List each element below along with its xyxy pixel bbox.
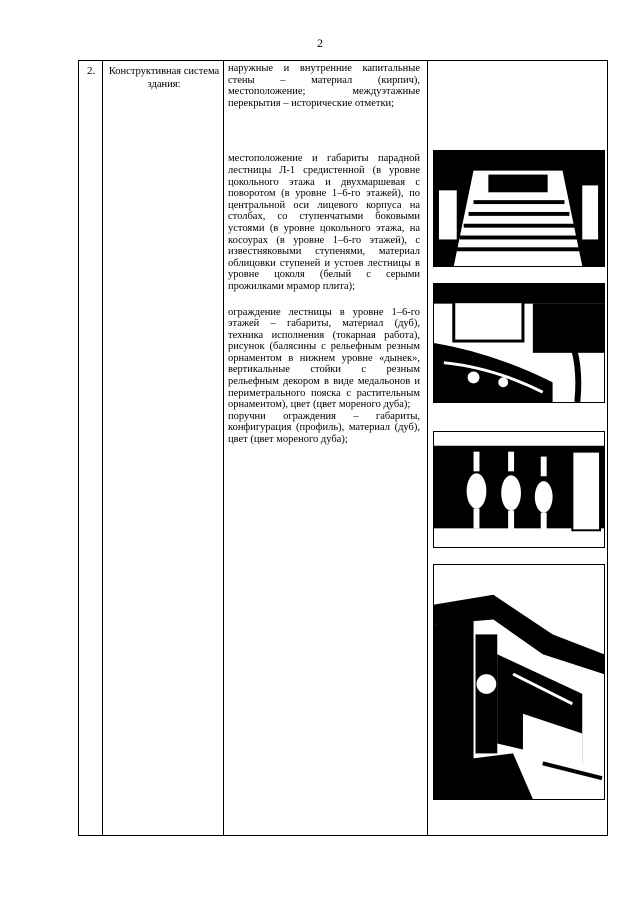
row-description bbox=[228, 63, 420, 446]
row-category: Конструктивная система здания: bbox=[108, 66, 220, 90]
description-paragraph-railing: ограждение лестницы в уровне 1–6-го этажей – габариты, материал (дуб), техника исполнения (токарная работа), рисунок (балясины с рельефным резным орнаментом в нижнем уровне «дынек», вертикальные стойки с резным рельефным декором в виде медальонов и периметрального пояска с растительным орнаментом), цвет (цвет мореного дуба); bbox=[228, 306, 420, 411]
photo-landing bbox=[433, 283, 605, 403]
page-number: 2 bbox=[317, 36, 323, 50]
column-divider bbox=[223, 61, 224, 835]
photo-staircase bbox=[433, 150, 605, 267]
photo-balusters bbox=[433, 431, 605, 548]
photo-handrail bbox=[433, 564, 605, 800]
description-paragraph-handrail: поручни ограждения – габариты, конфигурация (профиль), материал (дуб), цвет (цвет мореного дуба); bbox=[228, 410, 420, 446]
description-paragraph-staircase: местоположение и габариты парадной лестницы Л-1 средистенной (в уровне цокольного этажа и двухмаршевая с поворотом (в уровне 1–6-го этажей), по центральной оси лицевого корпуса на столбах, со ступенчатыми боковыми устоями (в уровне цокольного этажа, на косоурах (в уровне 1–6-го этажей), с известняковыми ступенями, материал облицовки ступеней и устоев лестницы в уровне цоколя (белый с серыми прожилками мрамор плита); bbox=[228, 153, 420, 292]
row-index: 2. bbox=[87, 65, 96, 77]
description-paragraph-walls: наружные и внутренние капитальные стены – материал (кирпич), местоположение; междуэтажные перекрытия – исторические отметки; bbox=[228, 63, 420, 109]
column-divider bbox=[427, 61, 428, 835]
features-table bbox=[78, 60, 608, 836]
column-divider bbox=[102, 61, 103, 835]
